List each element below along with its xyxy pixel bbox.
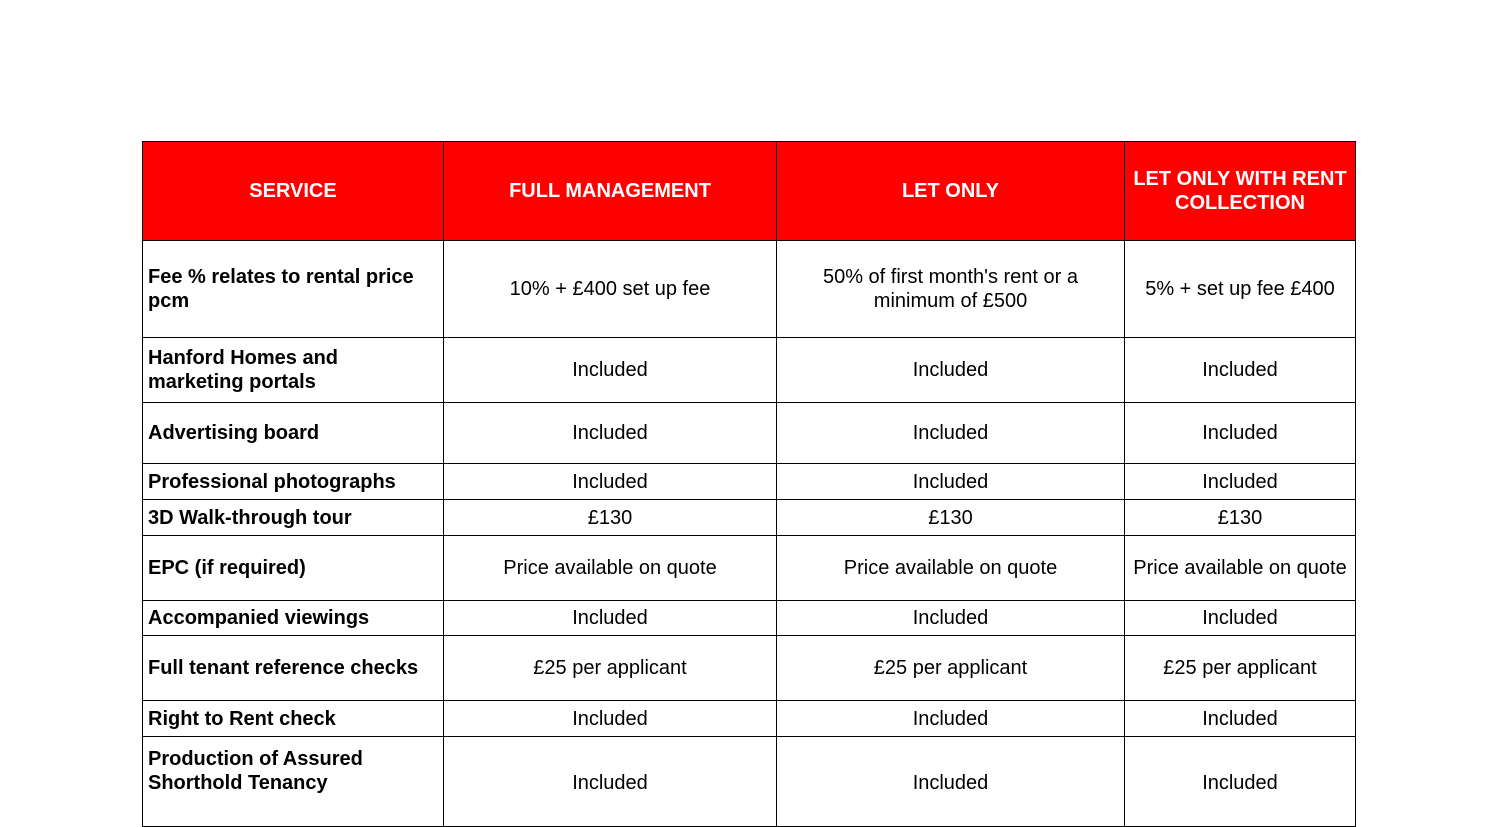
service-value-cell: Included (777, 601, 1125, 636)
service-name-cell: Fee % relates to rental price pcm (143, 241, 444, 338)
table-row (143, 241, 1356, 338)
service-value-cell: £130 (444, 500, 777, 536)
header-service: SERVICE (143, 142, 444, 241)
service-value-cell: 50% of first month's rent or a minimum of £500 (777, 241, 1125, 338)
service-value-cell: Included (444, 737, 777, 827)
service-value-cell: Included (1125, 737, 1356, 827)
service-value-cell: Included (777, 464, 1125, 500)
service-value-cell: Included (777, 338, 1125, 403)
table-header-row (143, 142, 1356, 241)
service-name-cell: Accompanied viewings (143, 601, 444, 636)
table-row (143, 464, 1356, 500)
service-value-cell: 10% + £400 set up fee (444, 241, 777, 338)
service-name-cell: Production of Assured Shorthold Tenancy (143, 737, 444, 827)
table-row (143, 701, 1356, 737)
service-value-cell: Included (444, 338, 777, 403)
header-full-management: FULL MANAGEMENT (444, 142, 777, 241)
table-row (143, 636, 1356, 701)
header-let-only-rent-collection: LET ONLY WITH RENT COLLECTION (1125, 142, 1356, 241)
service-value-cell: Included (444, 464, 777, 500)
service-value-cell: £130 (1125, 500, 1356, 536)
services-fee-table (142, 141, 1356, 827)
service-name-cell: Right to Rent check (143, 701, 444, 737)
table-row (143, 536, 1356, 601)
service-value-cell: £25 per applicant (1125, 636, 1356, 701)
service-value-cell: Included (1125, 701, 1356, 737)
service-value-cell: Price available on quote (444, 536, 777, 601)
service-value-cell: Included (444, 403, 777, 464)
table-row (143, 403, 1356, 464)
service-name-cell: Advertising board (143, 403, 444, 464)
service-name-cell: 3D Walk-through tour (143, 500, 444, 536)
service-name-cell: Full tenant reference checks (143, 636, 444, 701)
service-name-cell: Professional photographs (143, 464, 444, 500)
service-value-cell: Included (777, 403, 1125, 464)
service-name-cell: Hanford Homes and marketing portals (143, 338, 444, 403)
service-value-cell: £130 (777, 500, 1125, 536)
service-value-cell: Included (777, 737, 1125, 827)
service-value-cell: Included (1125, 403, 1356, 464)
service-value-cell: Included (444, 601, 777, 636)
table-row (143, 601, 1356, 636)
service-value-cell: Included (777, 701, 1125, 737)
service-value-cell: £25 per applicant (444, 636, 777, 701)
service-value-cell: Included (1125, 601, 1356, 636)
table-row (143, 737, 1356, 827)
service-value-cell: 5% + set up fee £400 (1125, 241, 1356, 338)
table-row (143, 500, 1356, 536)
service-value-cell: Included (444, 701, 777, 737)
service-value-cell: £25 per applicant (777, 636, 1125, 701)
service-value-cell: Price available on quote (777, 536, 1125, 601)
header-let-only: LET ONLY (777, 142, 1125, 241)
service-value-cell: Included (1125, 464, 1356, 500)
table-row (143, 338, 1356, 403)
service-value-cell: Included (1125, 338, 1356, 403)
service-name-cell: EPC (if required) (143, 536, 444, 601)
service-value-cell: Price available on quote (1125, 536, 1356, 601)
